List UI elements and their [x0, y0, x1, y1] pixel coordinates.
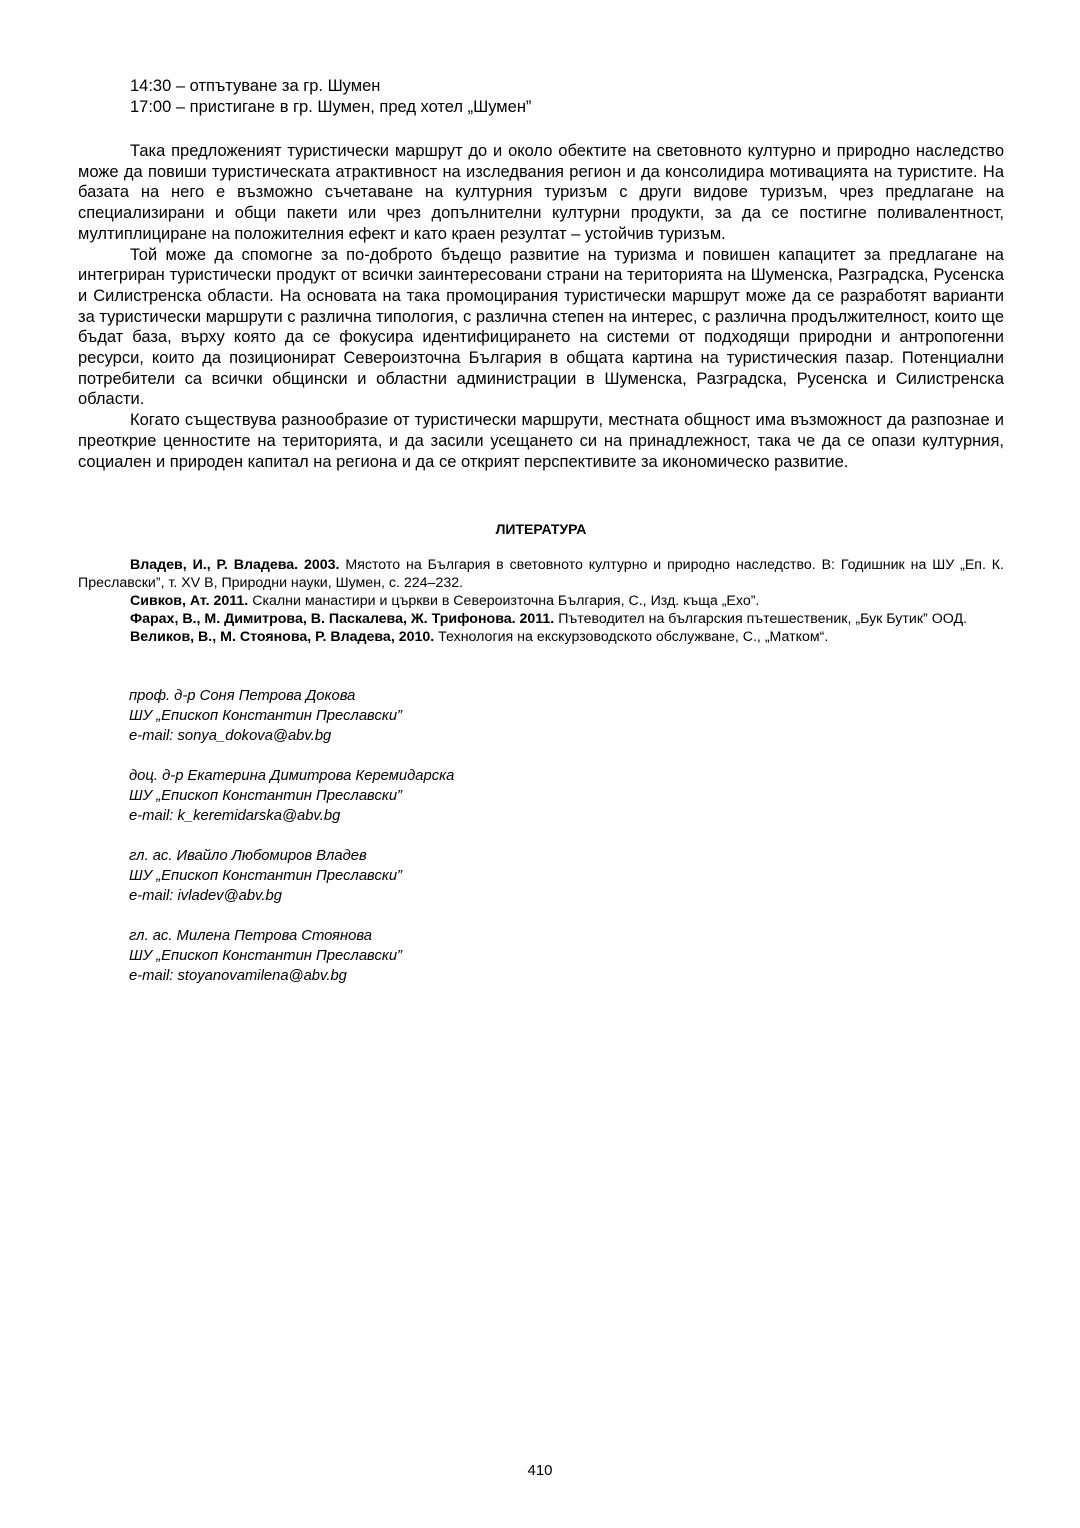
author-email: e-mail: stoyanovamilena@abv.bg — [129, 968, 347, 985]
schedule — [130, 76, 1004, 118]
reference-authors: Сивков, Ат. 2011. — [130, 593, 249, 610]
schedule-line: 17:00 – пристигане в гр. Шумен, пред хотел „Шумен” — [130, 98, 532, 116]
author-entry — [129, 686, 1004, 746]
body-text — [78, 141, 1004, 472]
author-name: гл. ас. Милена Петрова Стоянова — [129, 928, 372, 945]
author-email: e-mail: k_keremidarska@abv.bg — [129, 808, 341, 825]
author-email: e-mail: sonya_dokova@abv.bg — [129, 728, 332, 745]
reference-item — [78, 556, 1004, 592]
page-content — [78, 76, 1004, 1006]
author-affiliation: ШУ „Епископ Константин Преславски” — [129, 868, 402, 885]
reference-item — [78, 628, 1004, 646]
references-list — [78, 556, 1004, 646]
author-name: гл. ас. Ивайло Любомиров Владев — [129, 848, 367, 865]
author-entry — [129, 766, 1004, 826]
page-number: 410 — [527, 1462, 553, 1479]
author-entry — [129, 846, 1004, 906]
reference-authors: Владев, И., Р. Владева. 2003. — [130, 557, 340, 574]
reference-item — [78, 610, 1004, 628]
author-name: доц. д-р Екатерина Димитрова Керемидарска — [129, 768, 455, 785]
author-affiliation: ШУ „Епископ Константин Преславски” — [129, 708, 402, 725]
schedule-line: 14:30 – отпътуване за гр. Шумен — [130, 77, 381, 95]
author-affiliations — [129, 686, 1004, 986]
reference-authors: Фарах, В., М. Димитрова, В. Паскалева, Ж. Трифонова. 2011. — [130, 611, 555, 628]
reference-text: Скални манастири и църкви в Североизточна България, С., Изд. къща „Ехо”. — [248, 593, 760, 610]
reference-text: Технология на екскурзоводското обслужване, С., „Матком“. — [434, 629, 829, 646]
author-name: проф. д-р Соня Петрова Докова — [129, 688, 356, 705]
paragraph: Така предложеният туристически маршрут до и около обектите на световното културно и природно наследство може да повиши туристическата атрактивност на изследвания регион и да консолидира мотивацията на туристите. На базата на него е възможно съчетаване на културния туризъм с други видове туризъм, чрез предлагане на специализирани и общи пакети или чрез допълнителни културни продукти, за да се постигне поливалентност, мултиплициране на положителния ефект и като краен резултат – устойчив туризъм. — [78, 142, 1004, 243]
literature-heading: ЛИТЕРАТУРА — [495, 521, 587, 538]
paragraph: Когато съществува разнообразие от туристически маршрути, местната общност има възможност да разпознае и преоткрие ценностите на територията, и да засили усещането си на принадлежност, така че да се опази културния, социален и природен капитал на региона и да се открият перспективите за икономическо развитие. — [78, 411, 1004, 471]
author-affiliation: ШУ „Епископ Константин Преславски” — [129, 788, 402, 805]
author-email: e-mail: ivladev@abv.bg — [129, 888, 282, 905]
reference-text: Мястото на България в световното културно и природно наследство. В: Годишник на ШУ „Еп. К. Преславски”, т. XV B, Природни науки, Шумен, с. 224–232. — [78, 557, 1004, 592]
author-affiliation: ШУ „Епископ Константин Преславски” — [129, 948, 402, 965]
author-entry — [129, 926, 1004, 986]
paragraph: Той може да спомогне за по-доброто бъдещо развитие на туризма и повишен капацитет за предлагане на интегриран туристически продукт от всички заинтересовани страни на територията на Шуменска, Разградска, Русенска и Силистренска области. На основата на така промоцирания туристически маршрут може да се разработят варианти за туристически маршрути с различна типология, с различна степен на интерес, с различна продължителност, които ще бъдат база, върху която да се фокусира идентифицирането на системи от подходящи природни и антропогенни ресурси, които да позиционират Североизточна България в общата картина на туристическия пазар. Потенциални потребители са всички общински и областни администрации в Шуменска, Разградска, Русенска и Силистренска области. — [78, 245, 1004, 409]
reference-text: Пътеводител на българския пътешественик, „Бук Бутик” ООД. — [554, 611, 968, 628]
reference-item — [78, 592, 1004, 610]
reference-authors: Великов, В., М. Стоянова, Р. Владева, 2010. — [130, 629, 435, 646]
